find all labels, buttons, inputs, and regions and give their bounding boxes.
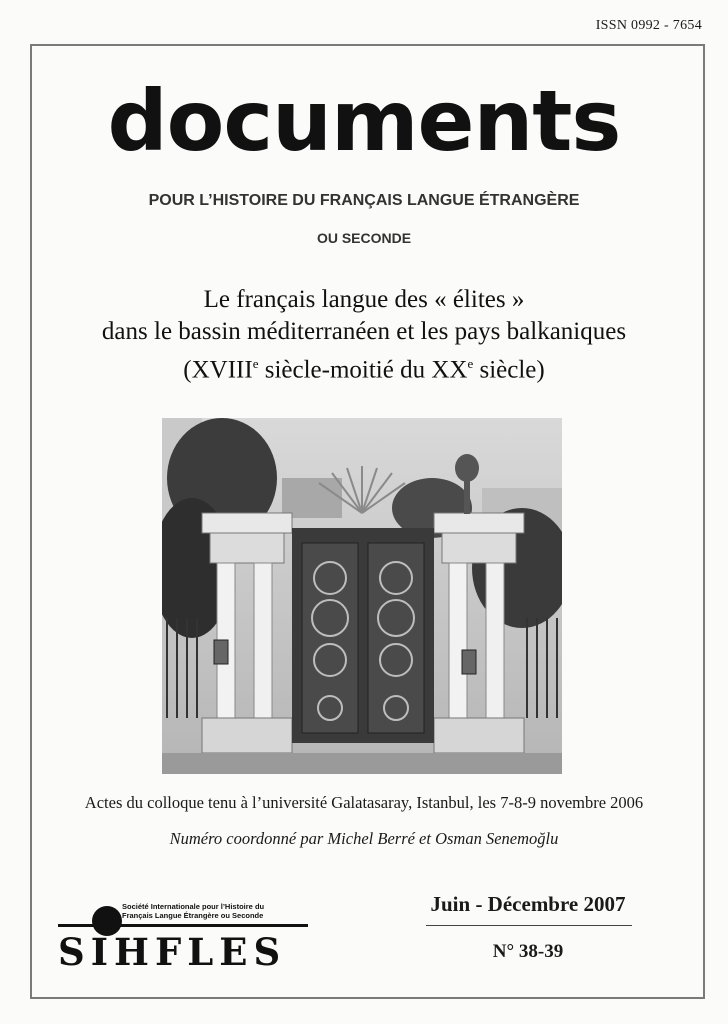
society-name-line-2: Français Langue Étrangère ou Seconde [122, 911, 264, 920]
issue-coordinators: Numéro coordonné par Michel Berré et Osman Senemoğlu [169, 829, 559, 848]
theme-line-2: dans le bassin méditerranéen et les pays balkaniques [101, 318, 627, 345]
ornate-gate-photo [162, 418, 562, 774]
journal-subtitle: POUR L’HISTOIRE DU FRANÇAIS LANGUE ÉTRANGÈRE [148, 192, 580, 209]
society-acronym: SIHFLES [58, 930, 287, 974]
theme-line-3-part-b: siècle-moitié du XX [258, 356, 468, 384]
issn-number: ISSN 0992 - 7654 [595, 18, 702, 33]
theme-line-1: Le français langue des « élites » [203, 286, 525, 313]
theme-line-3-part-c: siècle) [473, 356, 545, 384]
journal-title: documents [107, 72, 621, 170]
theme-line-3-sup-a: e [252, 356, 259, 371]
conference-proceedings-note: Actes du colloque tenu à l’université Galatasaray, Istanbul, les 7-8-9 novembre 2006 [84, 793, 644, 812]
theme-line-3-part-a: (XVIII [183, 356, 253, 384]
issue-date: Juin - Décembre 2007 [430, 892, 626, 916]
society-full-name [122, 902, 264, 920]
issue-theme-title [0, 284, 728, 386]
theme-line-3 [0, 348, 728, 386]
sihfles-logo [56, 898, 316, 978]
logo-divider [58, 924, 308, 927]
theme-line-3-sup-b: e [467, 356, 474, 371]
journal-subtitle-continued: OU SECONDE [316, 230, 412, 246]
issue-number: N° 38-39 [492, 941, 564, 962]
society-name-line-1: Société Internationale pour l’Histoire du [122, 902, 265, 911]
date-divider [426, 925, 632, 926]
